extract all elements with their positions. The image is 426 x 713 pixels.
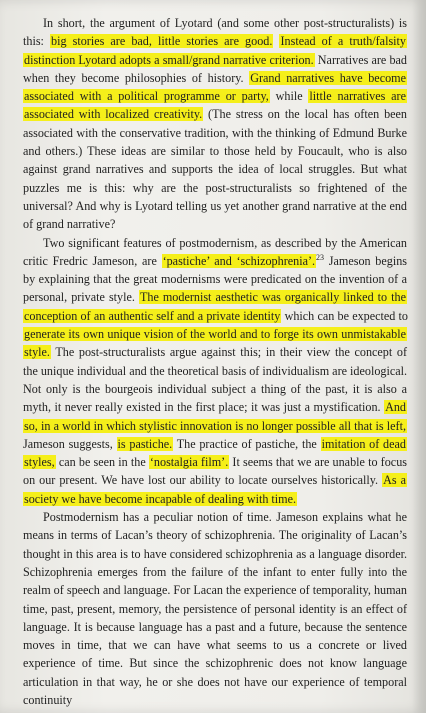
body-text: Jameson begins by explaining that the great modernisms were predicated on the invention of a personal, private style. <box>23 253 407 305</box>
body-text: The practice of pastiche, the <box>173 436 321 451</box>
highlighted-text: generate its own unique vision of the world and to forge its own unmistakable style. <box>24 327 406 360</box>
body-text: (The stress on the local has often been associated with the conservative tradition, with the thinking of Edmund Burke and others.) These ideas are similar to those held by Foucault, who is also against grand narratives and supports the idea of local struggles. But what puzzles me is this: why are the post-structuralists so frightened of the universal? And why is Lyotard telling us yet another grand narrative at the end of grand narrative? <box>23 107 407 232</box>
body-text: while <box>269 89 309 104</box>
body-text: Postmodernism has a peculiar notion of time. Jameson explains what he means in terms of Lacan’s theory of schizophrenia. The originality of Lacan’s thought in this area is to have considered schizophrenia as a language disorder. Schizophrenia emerges from the failure of the infant to enter fully into the realm of speech and language. For Lacan the experience of temporality, human time, past, present, memory, the persistence of personal identity is an effect of language. It is because language has a past and a future, because the sentence moves in time, that we can have what seems to us a concrete or lived experience of time. But since the schizophrenic does not know language articulation in that way, he or she does not have our experience of temporal continuity <box>23 510 407 707</box>
page-edge-shadow <box>412 0 426 713</box>
body-text: In short, the argument of Lyotard (and some other post-structuralists) is this: <box>23 16 407 49</box>
body-text: It seems that we are unable to focus on our present. We have lost our ability to locate ourselves historically. <box>23 455 407 488</box>
highlighted-text: ‘nostalgia film’. <box>149 455 229 470</box>
paragraph-1 <box>23 14 407 234</box>
body-text: can be seen in the <box>55 455 149 470</box>
page-text <box>23 14 407 709</box>
highlighted-text: As a society we have become incapable of dealing with time. <box>24 473 406 506</box>
highlighted-text: Grand narratives have become associated with a political programme or party, <box>24 70 406 104</box>
body-text: The post-structuralists argue against this; in their view the concept of the unique individual and the theoretical basis of individualism are ideological. Not only is the bourgeois individual subject a thing of the past, it is also a myth, it never really existed in the first place; it was just a mystification. <box>23 345 408 415</box>
body-text: Jameson suggests, <box>23 436 117 451</box>
paragraph-2 <box>23 234 407 508</box>
highlighted-text: little narratives are associated with localized creativity. <box>24 89 406 122</box>
footnote-marker: 23 <box>316 252 325 262</box>
highlighted-text: Instead of a truth/falsity distinction Lyotard adopts a small/grand narrative criterion. <box>24 34 406 67</box>
highlighted-text: ‘pastiche’ and ‘schizophrenia’. <box>162 253 316 268</box>
paragraph-3 <box>23 508 407 709</box>
highlighted-text: is pastiche. <box>117 436 173 451</box>
highlighted-text: And so, in a world in which stylistic innovation is no longer possible all that is left, <box>24 400 406 433</box>
highlighted-text: imitation of dead styles, <box>24 436 406 470</box>
body-text: Narratives are bad when they become philosophies of history. <box>23 52 408 85</box>
highlighted-text: big stories are bad, little stories are good. <box>51 34 273 49</box>
body-text: Two significant features of postmodernism, as described by the American critic Fredric Jameson, are <box>23 235 407 268</box>
body-text: which can be expected to <box>281 308 409 323</box>
highlighted-text: The modernist aesthetic was organically linked to the conception of an authentic self and a private identity <box>24 290 406 323</box>
